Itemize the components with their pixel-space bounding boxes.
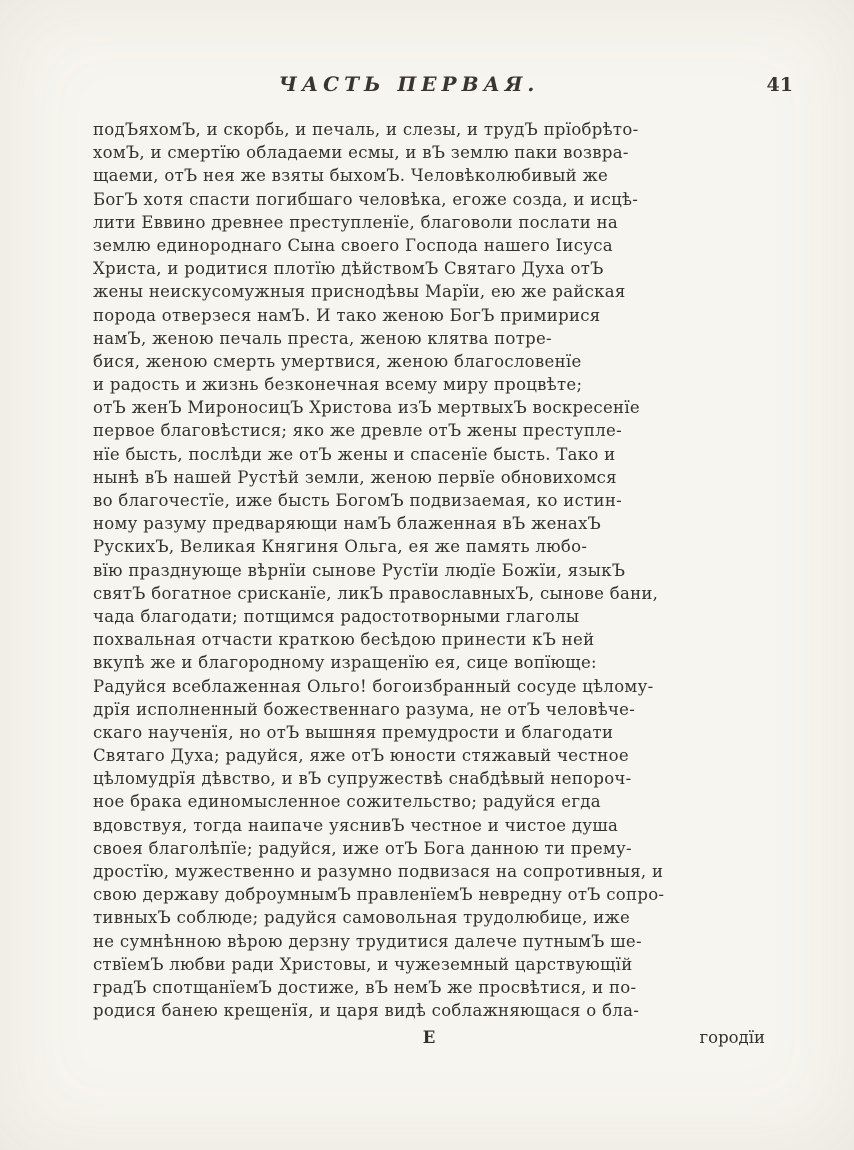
text-line: нынѣ вЪ нашей Рустѣй земли, женою первїе обновихомся	[93, 467, 617, 487]
text-line: не сумнѣнною вѣрою дерзну трудитися далече путнымЪ ше-	[93, 931, 642, 951]
text-line: цѣломудрїя дѣвство, и вЪ супружествѣ снабдѣвый непороч-	[93, 769, 632, 789]
text-line: и радость и жизнь безконечная всему миру процвѣте;	[93, 375, 583, 395]
text-line: ствїемЪ любви ради Христовы, и чужеземный царствующїй	[93, 954, 633, 974]
text-line: ное брака единомысленное сожительство; радуйся егда	[93, 792, 601, 812]
text-line: своея благолѣпїе; радуйся, иже отЪ Бога данною ти прему-	[93, 838, 632, 858]
text-line: лити Еввино древнее преступленїе, благоволи послати на	[93, 212, 619, 232]
page-number: 41	[766, 74, 793, 96]
text-line: РускихЪ, Великая Княгиня Ольга, ея же память любо-	[93, 537, 588, 557]
text-line: святЪ богатное срисканїе, ликЪ православныхЪ, сынове бани,	[93, 583, 659, 603]
text-line: порода отверзеся намЪ. И тако женою БогЪ примирися	[93, 305, 601, 325]
text-line: вїю празднующе вѣрнїи сынове Рустїи людїе Божїи, языкЪ	[93, 560, 626, 580]
text-line: землю единороднаго Сына своего Господа нашего Іисуса	[93, 235, 613, 255]
running-head	[93, 72, 793, 100]
text-line: чада благодати; потщимся радостотворными глаголы	[93, 606, 580, 626]
text-line: хомЪ, и смертїю обладаеми есмы, и вЪ землю паки возвра-	[93, 143, 629, 163]
body-text	[93, 118, 765, 1022]
text-line: градЪ спотщанїемЪ достиже, вЪ немЪ же просвѣтися, и по-	[93, 977, 637, 997]
catchword: городїи	[699, 1028, 765, 1047]
text-line: Христа, и родитися плотїю дѣйствомЪ Святаго Духа отЪ	[93, 259, 604, 279]
text-line: дрїя исполненный божественнаго разума, не отЪ человѣче-	[93, 699, 636, 719]
text-line: щаеми, отЪ нея же взяты быхомЪ. Человѣколюбивый же	[93, 166, 609, 186]
text-line: во благочестїе, иже бысть БогомЪ подвизаемая, ко истин-	[93, 491, 623, 510]
text-line: БогЪ хотя спасти погибшаго человѣка, егоже созда, и исцѣ-	[93, 189, 639, 209]
text-line: скаго наученїя, но отЪ вышняя премудрости и благодати	[93, 722, 614, 742]
text-line: похвальная отчасти краткою бесѣдою принести кЪ ней	[93, 630, 595, 650]
text-line: родися банею крещенїя, и царя видѣ соблажняющася о бла-	[93, 1001, 640, 1021]
text-line: отЪ женЪ МироносицЪ Христова изЪ мертвыхЪ воскресенїе	[93, 398, 640, 418]
text-line: вдовствуя, тогда наипаче уяснивЪ честное и чистое душа	[93, 815, 619, 835]
text-line: дростїю, мужественно и разумно подвизася на сопротивныя, и	[93, 862, 664, 881]
text-line: свою державу доброумнымЪ правленїемЪ невредну отЪ сопро-	[93, 885, 665, 905]
text-line: намЪ, женою печаль преста, женою клятва потре-	[93, 328, 552, 348]
running-title: ЧАСТЬ ПЕРВАЯ.	[278, 72, 540, 96]
text-line: ному разуму предваряющи намЪ блаженная вЪ женахЪ	[93, 514, 602, 534]
text-line: жены неискусомужныя приснодѣвы Марїи, ею же райская	[93, 282, 626, 302]
text-line: Святаго Духа; радуйся, яже отЪ юности стяжавый честное	[93, 746, 629, 766]
text-line: нїе бысть, послѣди же отЪ жены и спасенїе бысть. Тако и	[93, 444, 616, 464]
text-line: тивныхЪ соблюде; радуйся самовольная трудолюбице, иже	[93, 908, 631, 928]
text-line: первое благовѣстися; яко же древле отЪ жены преступле-	[93, 421, 622, 441]
text-line: бися, женою смерть умертвися, женою благословенїе	[93, 351, 582, 371]
text-line: Радуйся всеблаженная Ольго! богоизбранный сосуде цѣлому-	[93, 676, 654, 696]
text-line: подЪяхомЪ, и скорбь, и печаль, и слезы, и трудЪ прїобрѣто-	[93, 120, 639, 139]
page-footer	[93, 1026, 765, 1050]
text-line: вкупѣ же и благородному изращенїю ея, сице вопїюще:	[93, 653, 597, 673]
signature-mark: Е	[422, 1028, 436, 1047]
